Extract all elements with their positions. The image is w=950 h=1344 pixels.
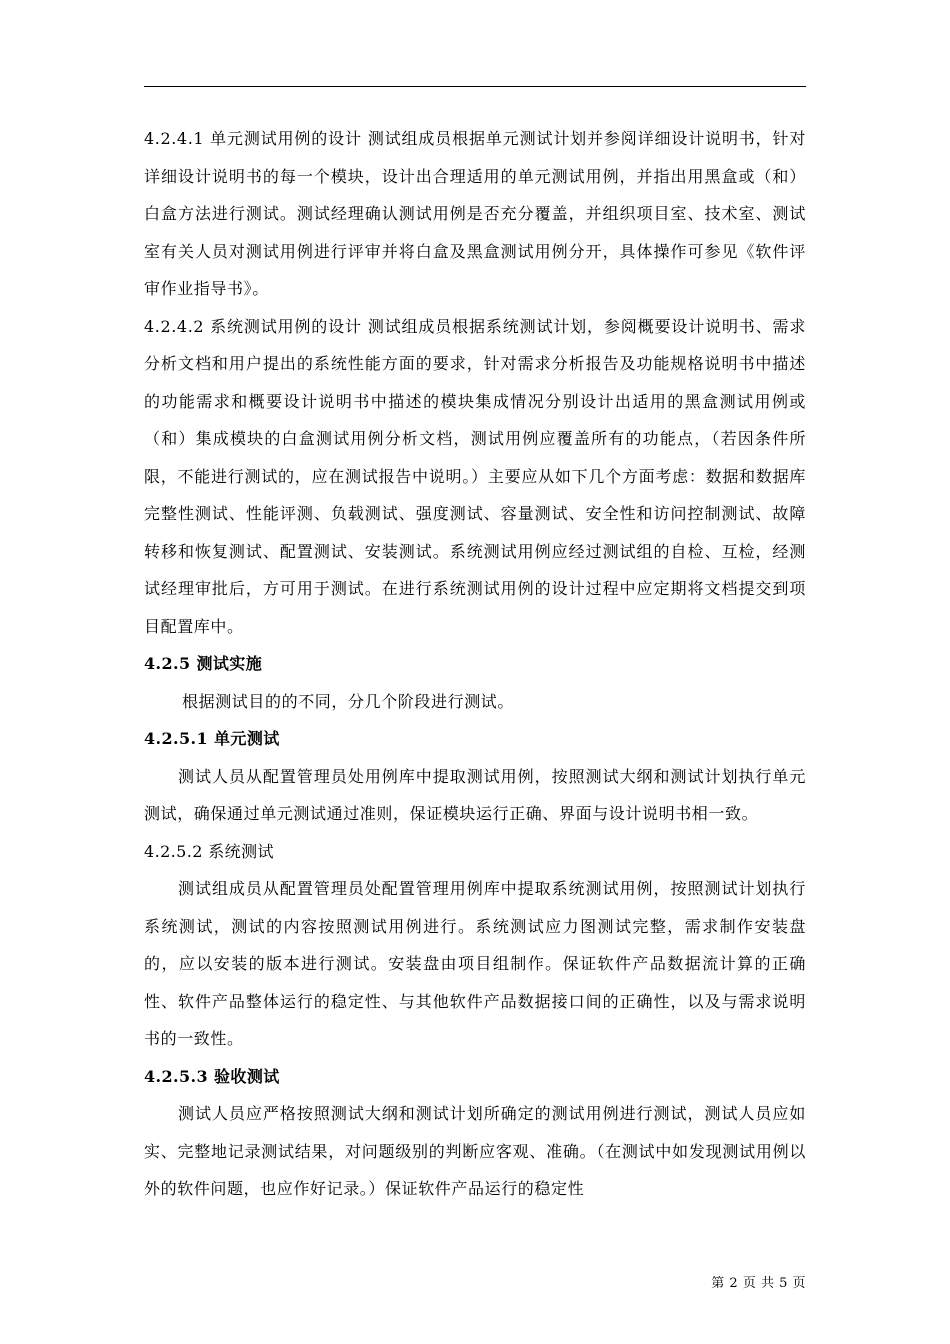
header-rule — [144, 86, 806, 87]
heading-unit-test: 4.2.5.1 单元测试 — [144, 729, 280, 748]
paragraph-test-stages: 根据测试目的的不同，分几个阶段进行测试。 — [182, 691, 515, 711]
heading-system-test: 4.2.5.2 系统测试 — [144, 841, 274, 861]
paragraph-unit-test: 测试人员从配置管理员处用例库中提取测试用例，按照测试大纲和测试计划执行单元测试，确保通过单元测试通过准则，保证模块运行正确、界面与设计说明书相一致。 — [144, 766, 806, 823]
paragraph-system-test: 测试组成员从配置管理员处配置管理用例库中提取系统测试用例，按照测试计划执行系统测试，测试的内容按照测试用例进行。系统测试应力图测试完整，需求制作安装盘的，应以安装的版本进行测试。安装盘由项目组制作。保证软件产品数据流计算的正确性、软件产品整体运行的稳定性、与其他软件产品数据接口间的正确性，以及与需求说明书的一致性。 — [144, 879, 806, 1048]
paragraph-unit-test-case-design: 4.2.4.1 单元测试用例的设计 测试组成员根据单元测试计划并参阅详细设计说明书，针对详细设计说明书的每一个模块，设计出合理适用的单元测试用例，并指出用黑盒或（和）白盒方法进行测试。测试经理确认测试用例是否充分覆盖，并组织项目室、技术室、测试室有关人员对测试用例进行评审并将白盒及黑盒测试用例分开，具体操作可参见《软件评审作业指导书》。 — [144, 129, 806, 298]
paragraph-acceptance-test: 测试人员应严格按照测试大纲和测试计划所确定的测试用例进行测试，测试人员应如实、完整地记录测试结果，对问题级别的判断应客观、准确。（在测试中如发现测试用例以外的软件问题，也应作好记录。）保证软件产品运行的稳定性 — [144, 1104, 806, 1198]
document-body — [144, 120, 806, 1208]
paragraph-system-test-case-design: 4.2.4.2 系统测试用例的设计 测试组成员根据系统测试计划，参阅概要设计说明书、需求分析文档和用户提出的系统性能方面的要求，针对需求分析报告及功能规格说明书中描述的功能需求和概要设计说明书中描述的模块集成情况分别设计出适用的黑盒测试用例或（和）集成模块的白盒测试用例分析文档，测试用例应覆盖所有的功能点，（若因条件所限，不能进行测试的，应在测试报告中说明。）主要应从如下几个方面考虑：数据和数据库完整性测试、性能评测、负载测试、强度测试、容量测试、安全性和访问控制测试、故障转移和恢复测试、配置测试、安装测试。系统测试用例应经过测试组的自检、互检，经测试经理审批后，方可用于测试。在进行系统测试用例的设计过程中应定期将文档提交到项目配置库中。 — [144, 316, 806, 636]
page-number: 第 2 页 共 5 页 — [711, 1276, 806, 1291]
heading-acceptance-test: 4.2.5.3 验收测试 — [144, 1066, 280, 1086]
heading-test-implementation: 4.2.5 测试实施 — [144, 654, 263, 673]
